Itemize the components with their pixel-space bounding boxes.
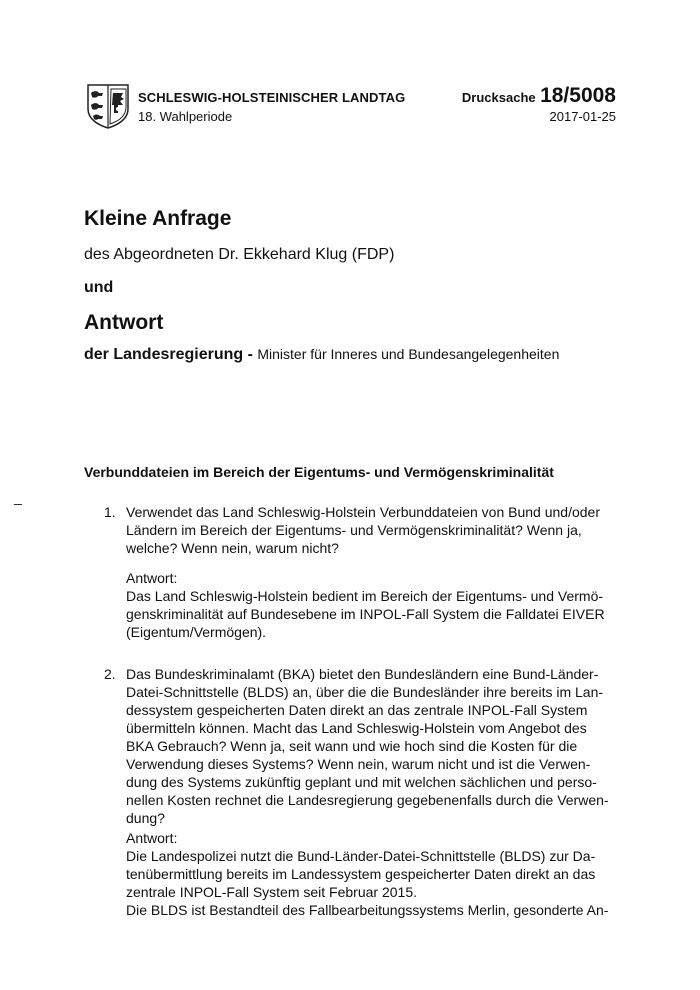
coat-of-arms-icon (86, 83, 130, 129)
question-line: nellen Kosten rechnet die Landesregierung gegebenenfalls durch die Verwen- (126, 792, 609, 808)
parliament-name: SCHLESWIG-HOLSTEINISCHER LANDTAG (138, 90, 406, 105)
answer-line: zentrale INPOL-Fall System seit Februar 2015. (126, 884, 418, 900)
question-1-text (126, 503, 622, 557)
question-line: dung des Systems zukünftig geplant und mit welchen sächlichen und perso- (126, 774, 597, 790)
title-kleine-anfrage: Kleine Anfrage (84, 207, 232, 230)
answer-label: Antwort: (126, 570, 178, 586)
question-line: übermitteln können. Macht das Land Schleswig-Holstein vom Angebot des (126, 720, 587, 736)
question-line: Datei-Schnittstelle (BLDS) an, über die die Bundesländer ihre bereits im Lan- (126, 684, 604, 700)
question-line: dung? (126, 810, 165, 826)
question-line: Verwendet das Land Schleswig-Holstein Verbunddateien von Bund und/oder (126, 504, 600, 520)
question-line: welche? Wenn nein, warum nicht? (126, 540, 339, 556)
author-line: des Abgeordneten Dr. Ekkehard Klug (FDP) (84, 246, 395, 263)
answer-line: genskriminalität auf Bundesebene im INPOL-Fall System die Falldatei EIVER (126, 606, 605, 622)
answer-line: (Eigentum/Vermögen). (126, 624, 267, 640)
answer-2 (126, 829, 622, 919)
answer-label: Antwort: (126, 830, 178, 846)
government-label: der Landesregierung - (84, 346, 258, 363)
question-1-number: 1. (104, 504, 116, 520)
document-label: Drucksache (461, 90, 536, 105)
question-line: Ländern im Bereich der Eigentums- und Vermögenskriminalität? Wenn ja, (126, 522, 582, 538)
answer-line: Das Land Schleswig-Holstein bedient im Bereich der Eigentums- und Vermö- (126, 588, 604, 604)
title-antwort: Antwort (84, 311, 164, 334)
question-line: BKA Gebrauch? Wenn ja, seit wann und wie hoch sind die Kosten für die (126, 738, 578, 754)
document-number-value: 18/5008 (540, 84, 616, 107)
question-2-text (126, 665, 622, 827)
question-line: Verwendung dieses Systems? Wenn nein, warum nicht und ist die Verwen- (126, 756, 591, 772)
und-line: und (84, 279, 114, 296)
ministry-name: Minister für Inneres und Bundesangelegenheiten (257, 346, 560, 362)
answer-line: Die BLDS ist Bestandteil des Fallbearbeitungssystems Merlin, gesonderte An- (126, 902, 609, 918)
document-date: 2017-01-25 (549, 109, 616, 124)
question-line: Das Bundeskriminalamt (BKA) bietet den Bundesländern eine Bund-Länder- (126, 666, 599, 682)
question-line: dessystem gespeicherten Daten direkt an das zentrale INPOL-Fall System (126, 702, 588, 718)
topic-heading: Verbunddateien im Bereich der Eigentums- und Vermögenskriminalität (84, 464, 554, 480)
government-line (84, 346, 559, 364)
answer-line: tenübermittlung bereits im Landessystem gespeicherter Daten direkt an das (126, 866, 596, 882)
document-number (462, 84, 616, 108)
election-period: 18. Wahlperiode (138, 109, 233, 124)
answer-line: Die Landespolizei nutzt die Bund-Länder-Datei-Schnittstelle (BLDS) zur Da- (126, 848, 596, 864)
margin-mark: _ (14, 489, 22, 505)
answer-1 (126, 569, 622, 641)
question-2-number: 2. (104, 666, 116, 682)
